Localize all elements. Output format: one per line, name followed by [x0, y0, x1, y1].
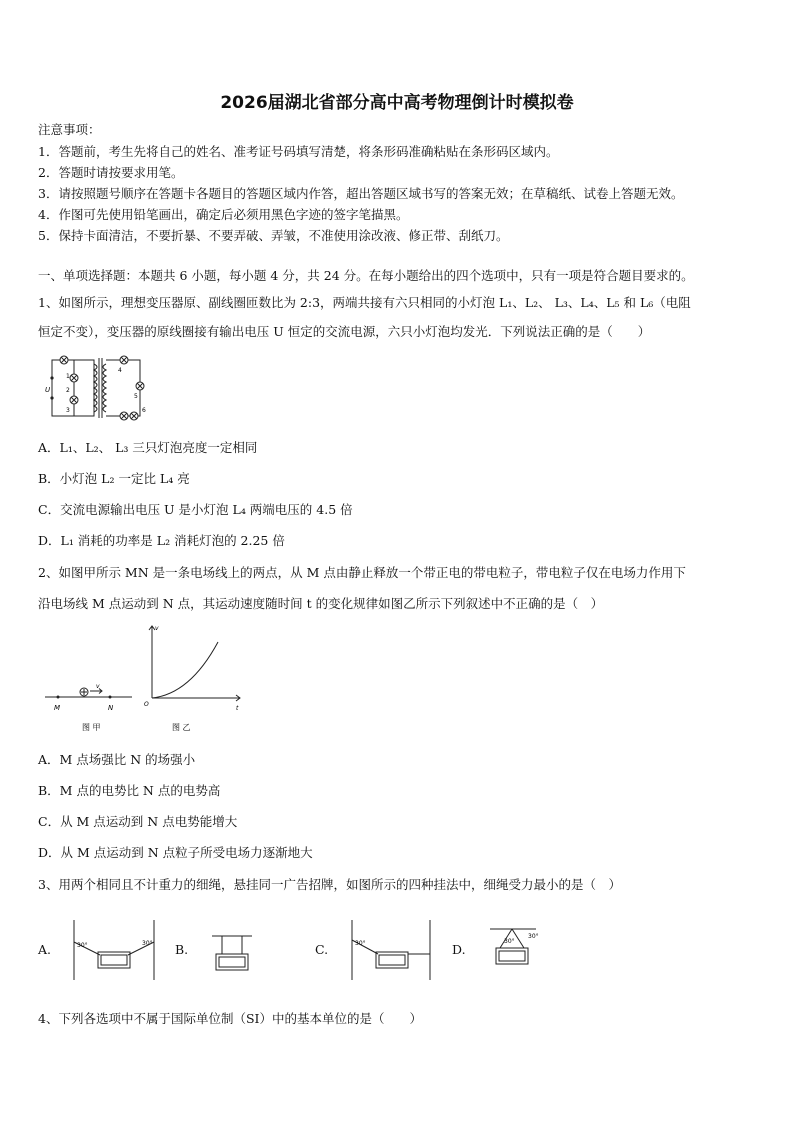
angle-label: 30° [355, 940, 366, 947]
label-t-axis: t [236, 705, 239, 712]
sign-hanging-figure-a [70, 918, 160, 982]
sign-hanging-figure-b [208, 932, 258, 978]
angle-label: 30° [528, 933, 539, 940]
notice-item: 2．答题时请按要求用笔。 [38, 165, 184, 180]
question-1-stem: 1、如图所示，理想变压器原、副线圈匝数比为 2:3，两端共接有六只相同的小灯泡 L₁、L₂、 L₃、L₄、L₅ 和 L₆（电阻 [38, 295, 691, 310]
notice-item: 1．答题前，考生先将自己的姓名、准考证号码填写清楚，将条形码准确粘贴在条形码区域内。 [38, 144, 559, 159]
label-origin: O [144, 701, 149, 708]
question-3-option-c: C. [315, 942, 329, 957]
label-n: N [108, 704, 114, 712]
notice-item: 3．请按照题号顺序在答题卡各题目的答题区域内作答，超出答题区域书写的答案无效；在草稿纸、试卷上答题无效。 [38, 186, 684, 201]
question-2-option-b: B．M 点的电势比 N 点的电势高 [38, 783, 221, 798]
page-title: 2026届湖北省部分高中高考物理倒计时模拟卷 [220, 93, 574, 113]
question-3-option-d: D. [452, 942, 466, 957]
angle-label: 30° [504, 938, 515, 945]
question-1-option-a: A．L₁、L₂、 L₃ 三只灯泡亮度一定相同 [38, 440, 258, 455]
label-u: U [45, 386, 51, 394]
label-2: 2 [66, 387, 70, 394]
question-1-option-b: B．小灯泡 L₂ 一定比 L₄ 亮 [38, 471, 190, 486]
label-v-axis: v [155, 625, 159, 632]
question-2-option-a: A．M 点场强比 N 的场强小 [38, 752, 196, 767]
angle-label: 30° [77, 942, 88, 949]
label-6: 6 [142, 407, 146, 414]
question-1-stem-cont: 恒定不变），变压器的原线圈接有输出电压 U 恒定的交流电源，六只小灯泡均发光．下列说法正确的是（ ） [38, 324, 651, 339]
angle-label: 30° [142, 940, 153, 947]
question-2-option-c: C．从 M 点运动到 N 点电势能增大 [38, 814, 238, 829]
section-heading: 一、单项选择题：本题共 6 小题，每小题 4 分，共 24 分。在每小题给出的四个选项中，只有一项是符合题目要求的。 [38, 268, 694, 283]
question-2-stem: 2、如图甲所示 MN 是一条电场线上的两点，从 M 点由静止释放一个带正电的带电粒子，带电粒子仅在电场力作用下 [38, 565, 686, 580]
label-m: M [54, 704, 61, 712]
label-4: 4 [118, 367, 122, 374]
question-3-stem: 3、用两个相同且不计重力的细绳，悬挂同一广告招牌，如图所示的四种挂法中，细绳受力最小的是（ ） [38, 877, 621, 892]
label-3: 3 [66, 407, 70, 414]
caption-figure-b: 图 乙 [172, 723, 191, 732]
question-3-option-b: B. [175, 942, 189, 957]
sign-hanging-figure-d [486, 926, 546, 976]
transformer-circuit-figure [44, 352, 154, 424]
question-1-option-d: D．L₁ 消耗的功率是 L₂ 消耗灯泡的 2.25 倍 [38, 533, 285, 548]
question-3-option-a: A. [38, 942, 52, 957]
question-2-stem-cont: 沿电场线 M 点运动到 N 点，其运动速度随时间 t 的变化规律如图乙所示下列叙述中不正确的是（ ） [38, 596, 604, 611]
label-1: 1 [66, 373, 70, 380]
caption-figure-a: 图 甲 [82, 723, 101, 732]
field-line-and-vt-figure [40, 620, 250, 736]
sign-hanging-figure-c [348, 918, 438, 982]
label-5: 5 [134, 393, 138, 400]
label-v-arrow: v [96, 683, 100, 690]
notice-heading: 注意事项： [38, 122, 101, 137]
question-1-option-c: C．交流电源输出电压 U 是小灯泡 L₄ 两端电压的 4.5 倍 [38, 502, 353, 517]
notice-item: 4．作图可先使用铅笔画出，确定后必须用黑色字迹的签字笔描黑。 [38, 207, 409, 222]
notice-item: 5．保持卡面清洁，不要折暴、不要弄破、弄皱，不准使用涂改液、修正带、刮纸刀。 [38, 228, 509, 243]
question-4-stem: 4、下列各选项中不属于国际单位制（SI）中的基本单位的是（ ） [38, 1011, 422, 1026]
question-2-option-d: D．从 M 点运动到 N 点粒子所受电场力逐渐地大 [38, 845, 313, 860]
